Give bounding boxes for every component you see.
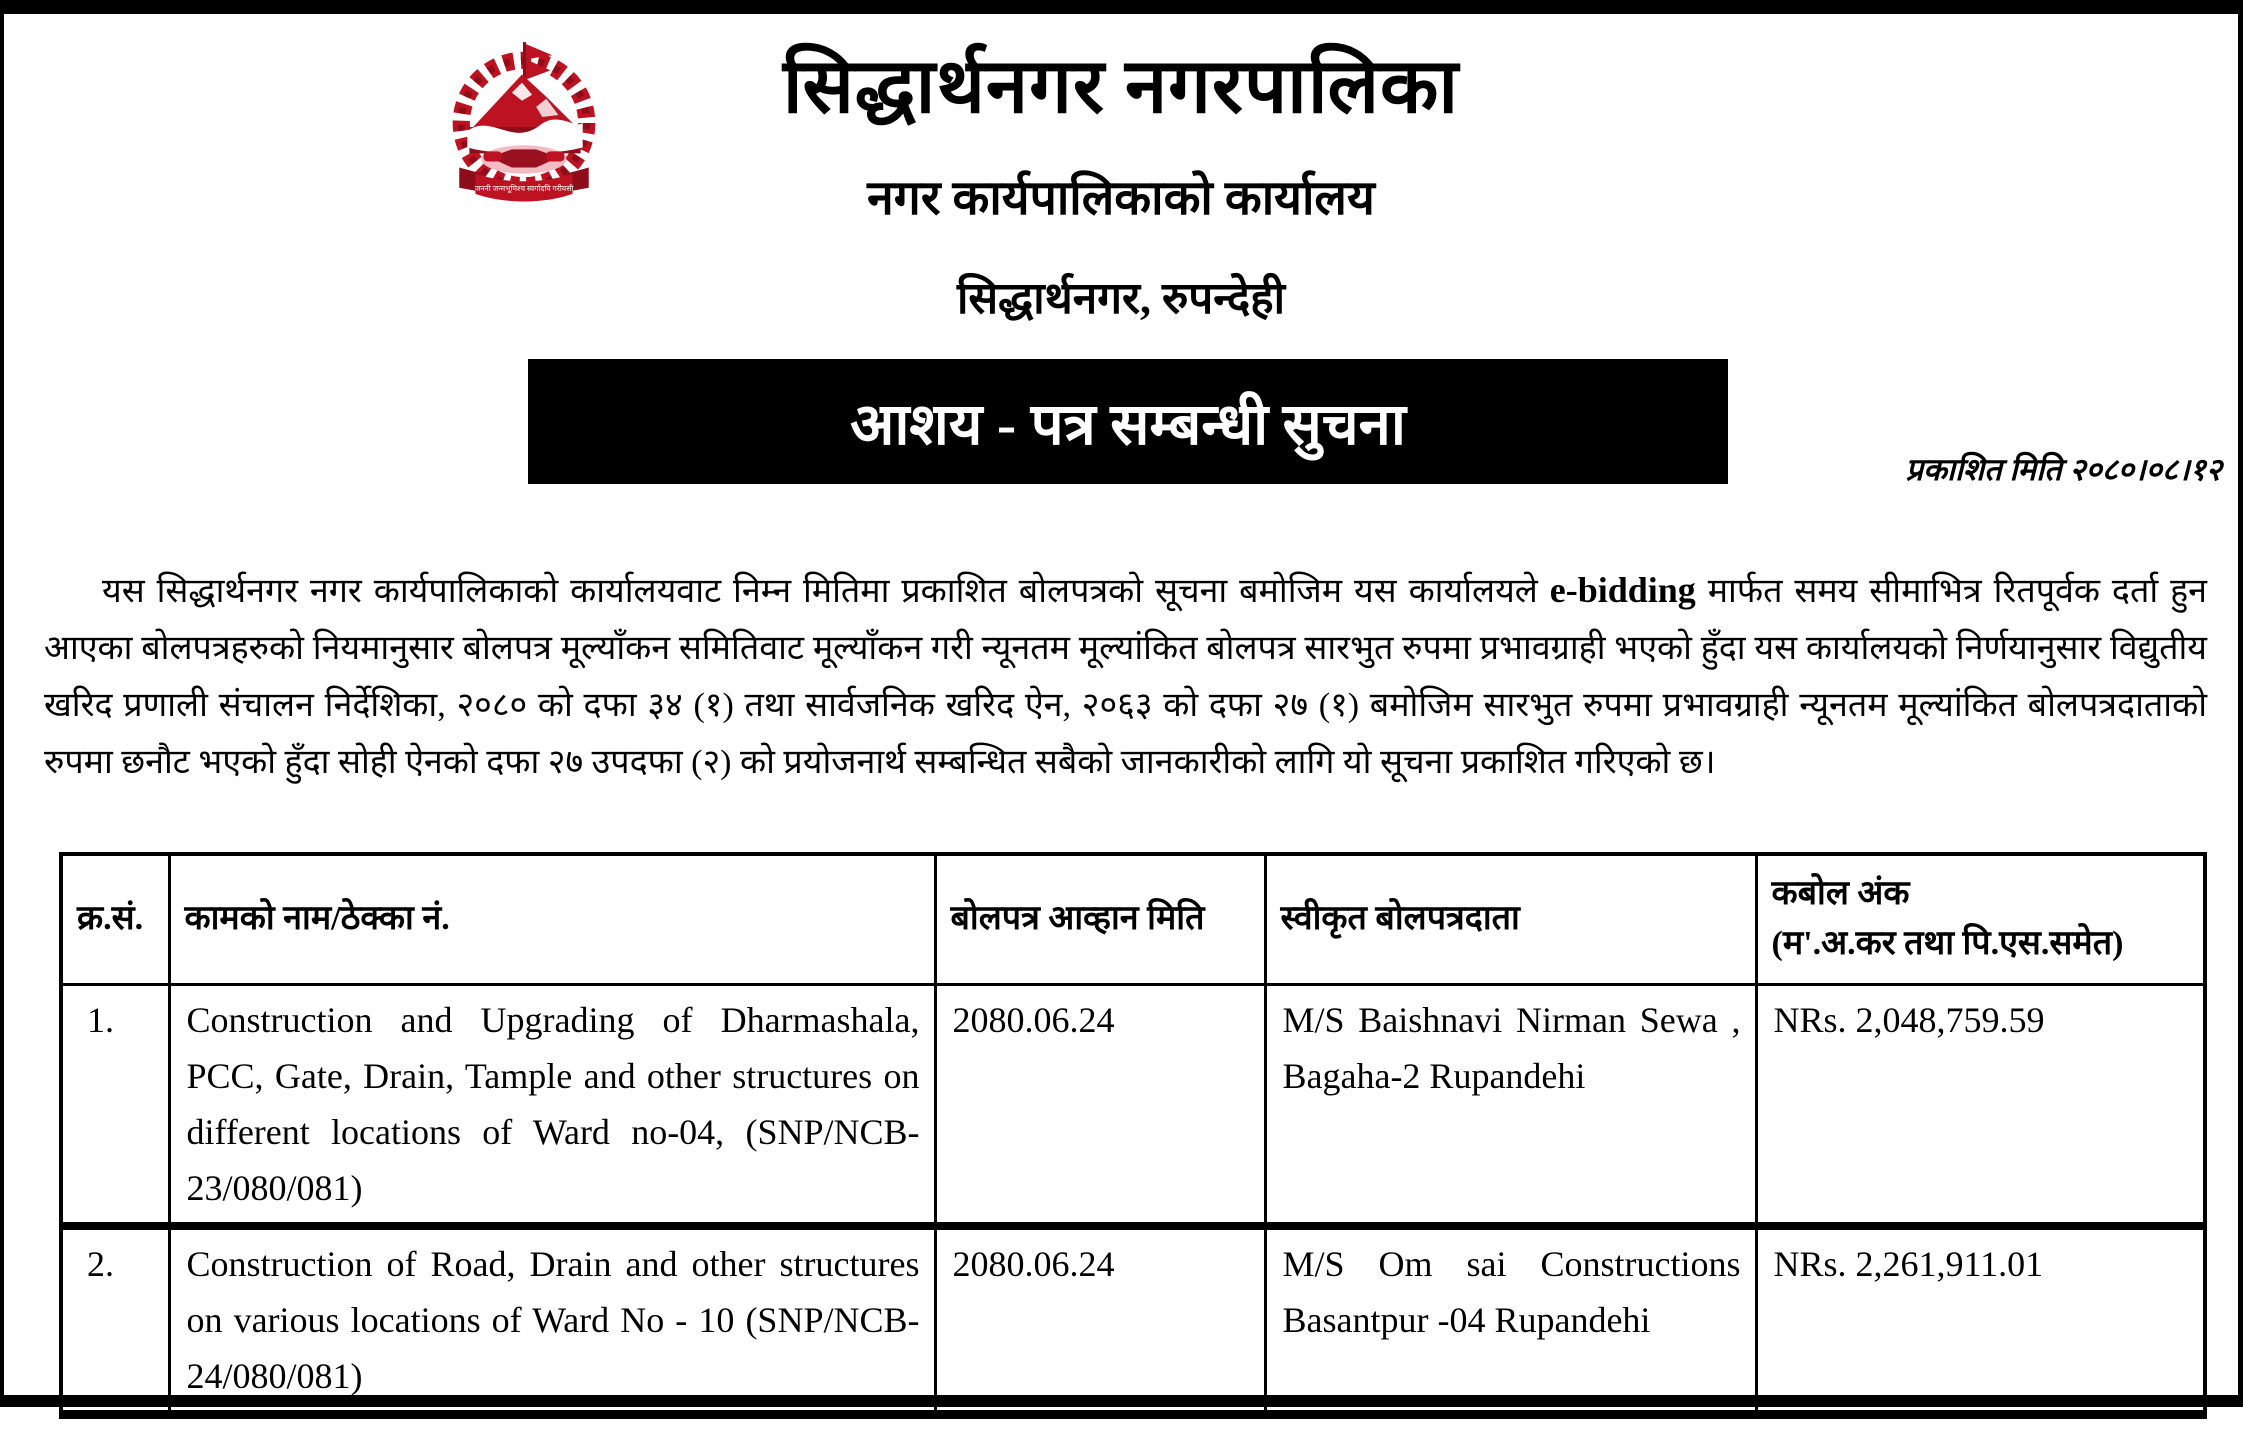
col-header-date: बोलपत्र आव्हान मिति	[935, 854, 1265, 984]
row2-work-name: Construction of Road, Drain and other structures on various locations of Ward No - 10 (SNP/NCB-24/080/081)	[169, 1226, 935, 1415]
row1-bid-date: 2080.06.24	[935, 984, 1265, 1226]
col-header-amount	[1756, 854, 2205, 984]
emblem-motto: जननी जन्मभूमिश्च स्वर्गादपि गरीयसी	[474, 183, 574, 193]
tender-table	[59, 852, 2207, 1419]
col-header-work: कामको नाम/ठेक्का नं.	[169, 854, 935, 984]
row1-work-name: Construction and Upgrading of Dharmashala, PCC, Gate, Drain, Tample and other structures on different locations of Ward no-04, (SNP/NCB-23/080/081)	[169, 984, 935, 1226]
table-row	[61, 984, 2205, 1226]
notice-body-paragraph	[44, 562, 2207, 791]
published-date: प्रकाशित मिति २०८०।०८।१२	[1905, 452, 2222, 487]
row2-approved-bidder: M/S Om sai Constructions Basantpur -04 Rupandehi	[1265, 1226, 1756, 1415]
office-name: नगर कार्यपालिकाको कार्यालय	[867, 172, 1375, 225]
row1-sn: 1.	[61, 984, 169, 1226]
row2-bid-date: 2080.06.24	[935, 1226, 1265, 1415]
banner-title: आशय - पत्र सम्बन्धी सुचना	[850, 392, 1406, 457]
col-header-sn: क्र.सं.	[61, 854, 169, 984]
col-header-bidder: स्वीकृत बोलपत्रदाता	[1265, 854, 1756, 984]
org-location: सिद्धार्थनगर, रुपन्देही	[956, 274, 1286, 323]
table-row	[61, 1226, 2205, 1415]
body-text-before: यस सिद्धार्थनगर नगर कार्यपालिकाको कार्यालयवाट निम्न मितिमा प्रकाशित बोलपत्रको सूचना बमोजिम यस कार्यालयले	[102, 573, 1550, 610]
table-header-row	[61, 854, 2205, 984]
row2-quoted-amount: NRs. 2,261,911.01	[1756, 1226, 2205, 1415]
notice-banner	[528, 359, 1728, 484]
col-header-amount-line2: (म'.अ.कर तथा पि.एस.समेत)	[1771, 925, 2124, 963]
org-name: सिद्धार्थनगर नगरपालिका	[782, 45, 1460, 129]
col-header-amount-line1: कबोल अंक	[1771, 875, 1910, 913]
ebidding-term: e-bidding	[1549, 570, 1696, 610]
row1-quoted-amount: NRs. 2,048,759.59	[1756, 984, 2205, 1226]
row1-approved-bidder: M/S Baishnavi Nirman Sewa , Bagaha-2 Rupandehi	[1265, 984, 1756, 1226]
body-text-after: मार्फत समय सीमाभित्र रितपूर्वक दर्ता हुन आएका बोलपत्रहरुको नियमानुसार बोलपत्र मूल्याँकन समितिवाट मूल्याँकन गरी न्यूनतम मूल्यांकित बोलपत्र सारभुत रुपमा प्रभावग्राही भएको हुँदा यस कार्यालयको निर्णयानुसार विद्युतीय खरिद प्रणाली संचालन निर्देशिका, २०८० को दफा ३४ (१) तथा सार्वजनिक खरिद ऐन, २०६३ को दफा २७ (१) बमोजिम सारभुत रुपमा प्रभावग्राही न्यूनतम मूल्यांकित बोलपत्रदाताको रुपमा छनौट भएको हुँदा सोही ऐनको दफा २७ उपदफा (२) को प्रयोजनार्थ सम्बन्धित सबैको जानकारीको लागि यो सूचना प्रकाशित गरिएको छ।	[44, 573, 2207, 781]
row2-sn: 2.	[61, 1226, 169, 1415]
